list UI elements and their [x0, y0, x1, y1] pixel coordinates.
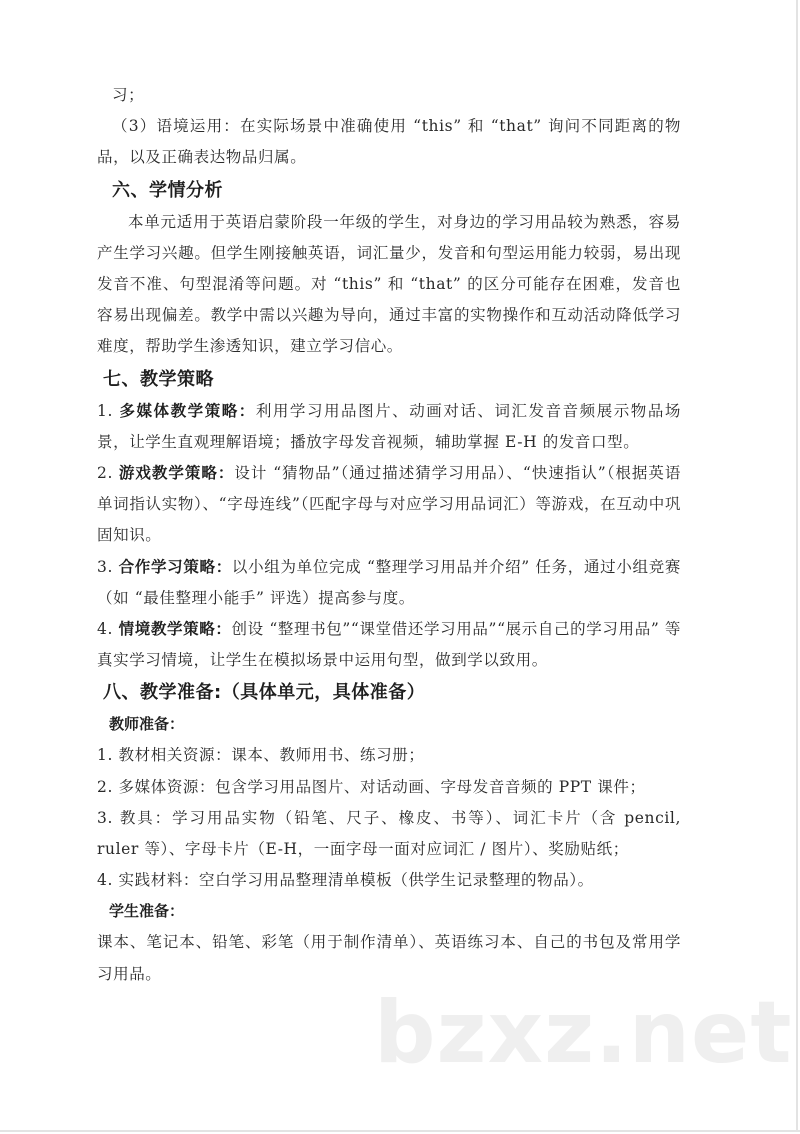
- strategy-item-1: [97, 396, 681, 458]
- teacher-prep-item-4: 4. 实践材料：空白学习用品整理清单模板（供学生记录整理的物品）。: [97, 871, 594, 890]
- document-body: [97, 80, 681, 990]
- strategy-item-num: 4.: [97, 620, 119, 639]
- section-8-title: 八、教学准备:（具体单元，具体准备）: [103, 682, 426, 704]
- strategy-item-label: 多媒体教学策略：: [119, 401, 256, 420]
- page-edge-right: [796, 0, 798, 1132]
- section-6-title: 六、学情分析: [112, 179, 223, 201]
- strategy-item-num: 2.: [97, 464, 119, 483]
- carryover-line: 习；: [112, 86, 145, 104]
- strategy-item-text: 创设 “整理书包”“课堂借还学习用品”“展示自己的学习用品” 等真实学习情境，让学生在模拟场景中运用句型，做到学以致用。: [97, 620, 682, 670]
- section-7-title: 七、教学策略: [103, 368, 214, 390]
- student-prep-text: 课本、笔记本、铅笔、彩笔（用于制作清单）、英语练习本、自己的书包及常用学习用品。: [97, 933, 681, 983]
- strategy-item-label: 游戏教学策略：: [118, 464, 235, 483]
- strategy-item-num: 3.: [97, 557, 119, 576]
- strategy-item-num: 1.: [97, 401, 120, 420]
- strategy-item-text: 设计 “猜物品”（通过描述猜学习用品）、“快速指认”（根据英语单词指认实物）、“字母连线”（匹配字母与对应学习用品词汇）等游戏，在互动中巩固知识。: [97, 464, 682, 545]
- teacher-prep-item-2: 2. 多媒体资源：包含学习用品图片、对话动画、字母发音音频的 PPT 课件；: [97, 777, 646, 796]
- page-edge-bottom: [0, 1130, 800, 1132]
- strategy-item-3: [97, 552, 681, 614]
- section-6-paragraph: 本单元适用于英语启蒙阶段一年级的学生，对身边的学习用品较为熟悉，容易产生学习兴趣。但学生刚接触英语，词汇量少，发音和句型运用能力较弱，易出现发音不准、句型混淆等问题。对 “this” 和 “that” 的区分可能存在困难，发音也容易出现偏差。教学中需以兴趣为导向，通过丰富的实物操作和互动活动降低学习难度，帮助学生渗透知识，建立学习信心。: [97, 212, 681, 356]
- strategy-item-text: 以小组为单位完成 “整理学习用品并介绍” 任务，通过小组竞赛（如 “最佳整理小能手” 评选）提高参与度。: [97, 557, 681, 607]
- strategy-item-label: 合作学习策略：: [118, 557, 232, 576]
- student-prep-heading: 学生准备：: [109, 902, 185, 921]
- objective-item-3: （3）语境运用：在实际场景中准确使用 “this” 和 “that” 询问不同距离的物品，以及正确表达物品归属。: [97, 117, 681, 167]
- strategy-item-text: 利用学习用品图片、动画对话、词汇发音音频展示物品场景，让学生直观理解语境；播放字母发音视频，辅助掌握 E-H 的发音口型。: [97, 401, 681, 451]
- strategy-item-2: [97, 458, 681, 552]
- teacher-prep-item-3: 3. 教具：学习用品实物（铅笔、尺子、橡皮、书等）、词汇卡片（含 pencil, ruler 等）、字母卡片（E-H，一面字母一面对应词汇 / 图片）、奖励贴纸；: [97, 808, 681, 859]
- teacher-prep-item-1: 1. 教材相关资源：课本、教师用书、练习册；: [97, 746, 425, 765]
- strategy-item-label: 情境教学策略：: [118, 620, 232, 639]
- watermark: bzxz.net: [374, 983, 793, 1083]
- strategy-item-4: [97, 614, 681, 676]
- teacher-prep-heading: 教师准备：: [109, 715, 185, 734]
